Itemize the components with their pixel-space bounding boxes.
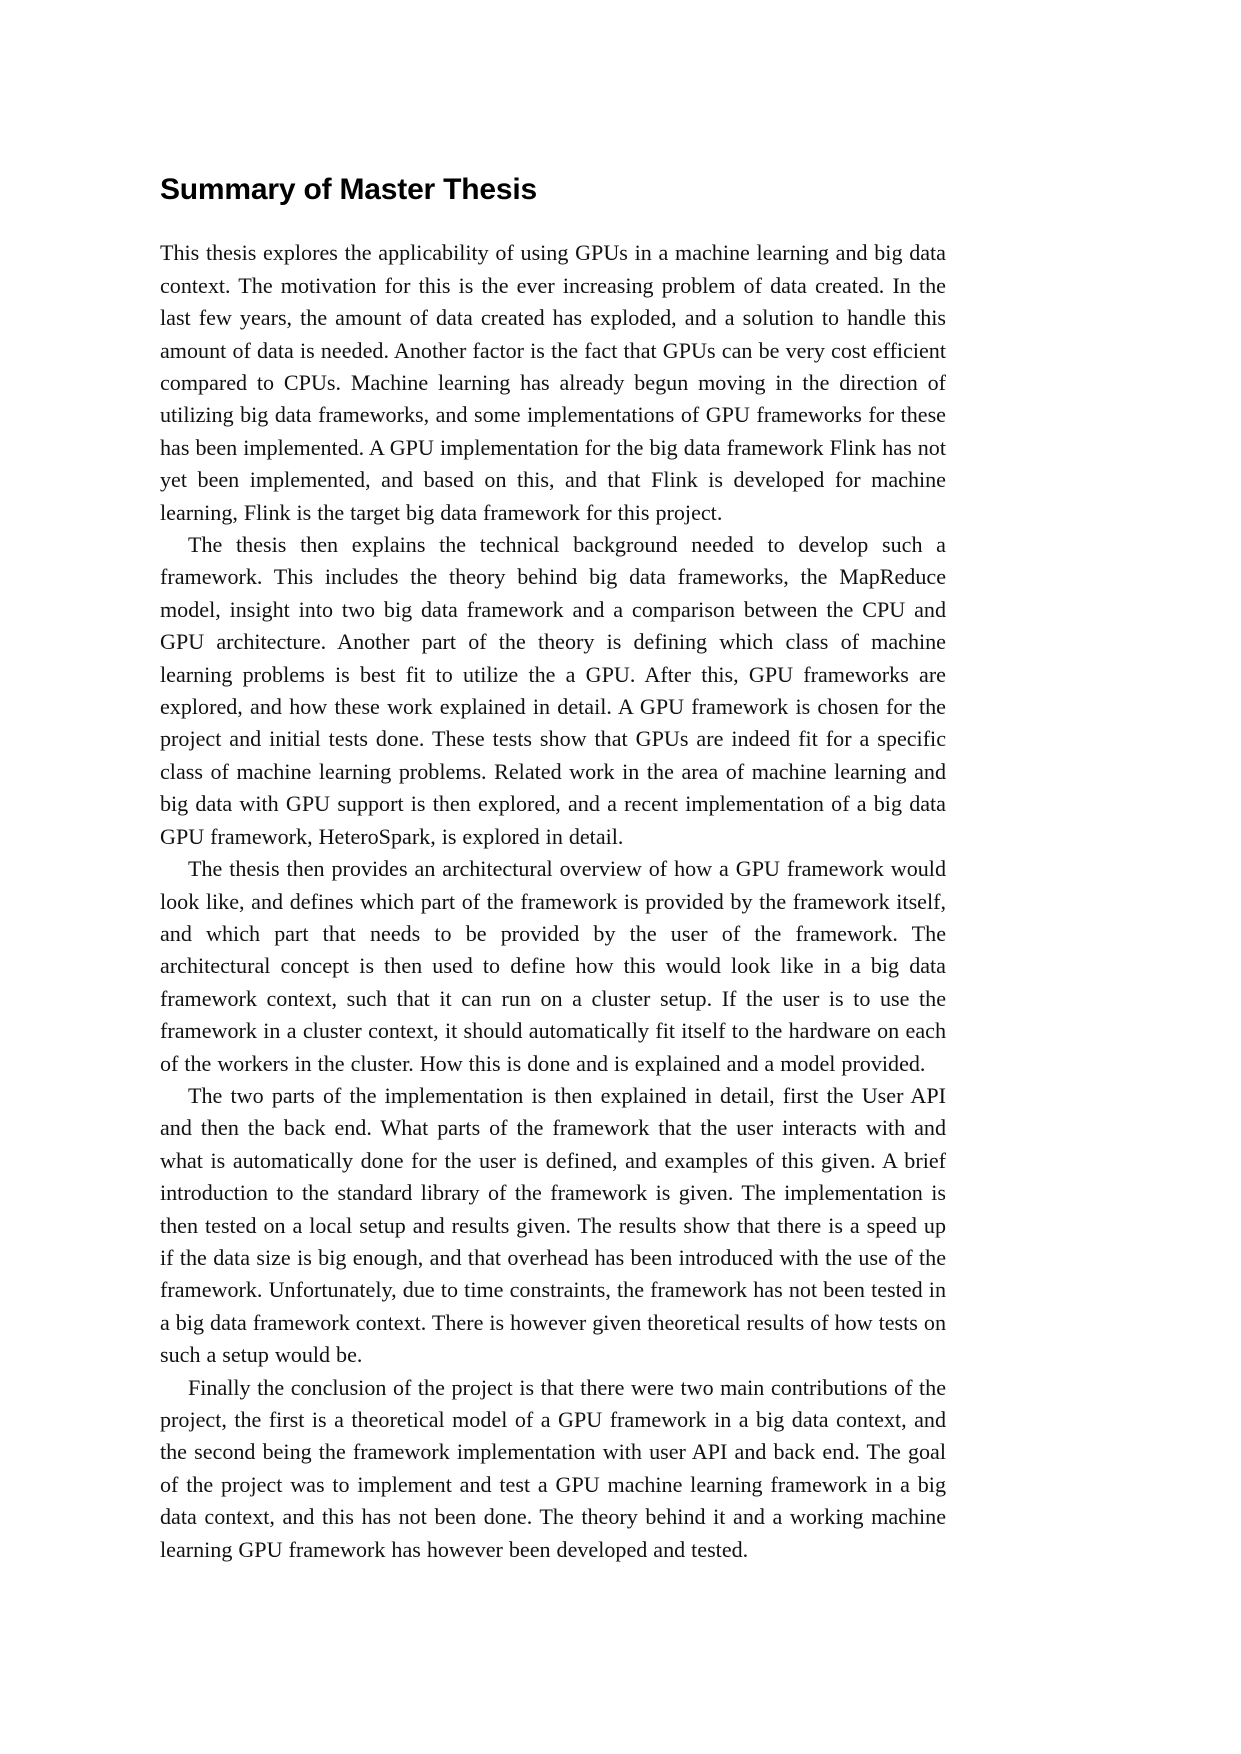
paragraph-4: The two parts of the implementation is then explained in detail, first the User API and then the back end. What parts of the framework that the user interacts with and what is automatically done for the user is defined, and examples of this given. A brief introduction to the standard library of the framework is given. The implementation is then tested on a local setup and results given. The results show that there is a speed up if the data size is big enough, and that overhead has been introduced with the use of the framework. Unfortunately, due to time constraints, the framework has not been tested in a big data framework context. There is however given theoretical results of how tests on such a setup would be. bbox=[160, 1082, 946, 1368]
paragraph-3: The thesis then provides an architectural overview of how a GPU framework would look like, and defines which part of the framework is provided by the framework itself, and which part that needs to be provided by the user of the framework. The architectural concept is then used to define how this would look like in a big data framework context, such that it can run on a cluster setup. If the user is to use the framework in a cluster context, it should automatically fit itself to the hardware on each of the workers in the cluster. How this is done and is explained and a model provided. bbox=[160, 856, 946, 1076]
paragraph-1: This thesis explores the applicability of using GPUs in a machine learning and big data context. The motivation for this is the ever increasing problem of data created. In the last few years, the amount of data created has exploded, and a solution to handle this amount of data is needed. Another factor is the fact that GPUs can be very cost efficient compared to CPUs. Machine learning has already begun moving in the direction of utilizing big data frameworks, and some implementations of GPU frameworks for these has been implemented. A GPU implementation for the big data framework Flink has not yet been implemented, and based on this, and that Flink is developed for machine learning, Flink is the target big data framework for this project. bbox=[160, 240, 946, 525]
page-content bbox=[160, 172, 946, 1566]
paragraph-2: The thesis then explains the technical background needed to develop such a framework. This includes the theory behind big data frameworks, the MapReduce model, insight into two big data framework and a comparison between the CPU and GPU architecture. Another part of the theory is defining which class of machine learning problems is best fit to utilize the a GPU. After this, GPU frameworks are explored, and how these work explained in detail. A GPU framework is chosen for the project and initial tests done. These tests show that GPUs are indeed fit for a specific class of machine learning problems. Related work in the area of machine learning and big data with GPU support is then explored, and a recent implementation of a big data GPU framework, HeteroSpark, is explored in detail. bbox=[160, 532, 946, 849]
paragraph-5: Finally the conclusion of the project is that there were two main contributions of the project, the first is a theoretical model of a GPU framework in a big data context, and the second being the framework implementation with user API and back end. The goal of the project was to implement and test a GPU machine learning framework in a big data context, and this has not been done. The theory behind it and a working machine learning GPU framework has however been developed and tested. bbox=[160, 1374, 946, 1562]
page-title: Summary of Master Thesis bbox=[160, 173, 537, 206]
